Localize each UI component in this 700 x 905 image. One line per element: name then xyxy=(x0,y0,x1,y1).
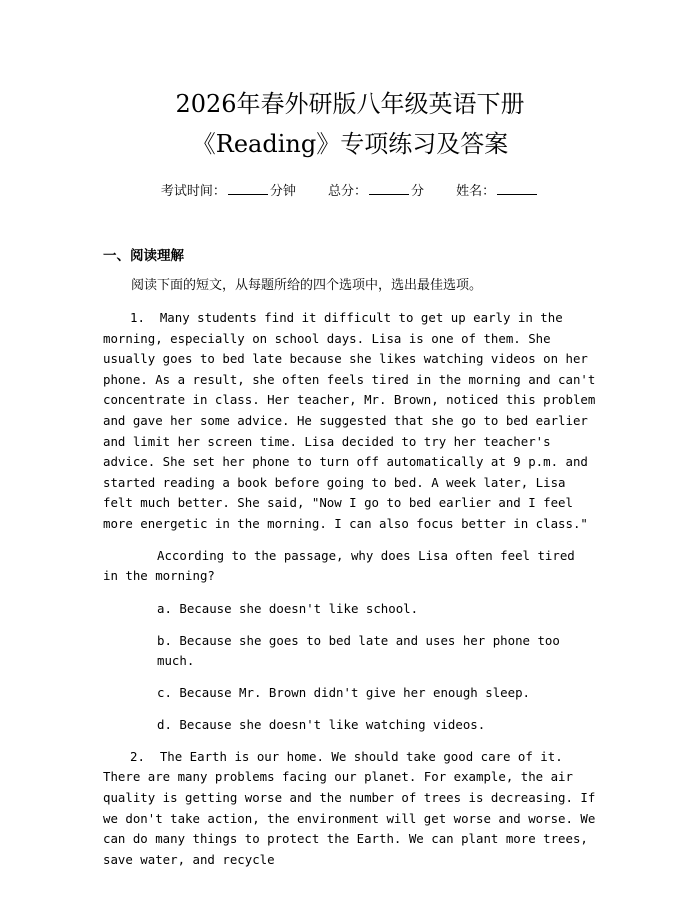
section-heading: 一、阅读理解 xyxy=(103,248,184,264)
passage-1-number: 1. xyxy=(130,310,145,325)
question-1-option-d: d. Because she doesn't like watching videos. xyxy=(157,716,486,732)
passage-2 xyxy=(103,747,597,871)
student-name-blank xyxy=(497,181,537,195)
document-title-line1: 2026年春外研版八年级英语下册 xyxy=(175,90,525,118)
passage-1-text: Many students find it difficult to get up early in the morning, especially on school days. Lisa is one of them. She usually goes to bed late because she likes watching videos on her phone. As a result, she often feels tired in the morning and can't concentrate in class. Her teacher, Mr. Brown, noticed this problem and gave her some advice. He suggested that she go to bed earlier and limit her screen time. Lisa decided to try her teacher's advice. She set her phone to turn off automatically at 9 p.m. and started reading a book before going to bed. A week later, Lisa felt much better. She said, "Now I go to bed earlier and I feel more energetic in the morning. I can also focus better in class." xyxy=(103,310,596,531)
section-instruction: 阅读下面的短文，从每题所给的四个选项中，选出最佳选项。 xyxy=(131,278,483,293)
passage-2-text: The Earth is our home. We should take good care of it. There are many problems facing our planet. For example, the air quality is getting worse and the number of trees is decreasing. If we don't take action, the environment will get worse and worse. We can do many things to protect the Earth. We can plant more trees, save water, and recycle xyxy=(103,748,596,867)
total-score-label: 总分： xyxy=(327,184,367,199)
total-score xyxy=(328,181,424,202)
exam-time-unit: 分钟 xyxy=(269,184,296,199)
question-1-option-c: c. Because Mr. Brown didn't give her enough sleep. xyxy=(157,684,530,700)
exam-time-blank xyxy=(228,181,268,195)
question-1: According to the passage, why does Lisa often feel tired in the morning? xyxy=(103,547,575,584)
total-score-unit: 分 xyxy=(411,184,425,199)
total-score-blank xyxy=(369,181,409,195)
passage-2-number: 2. xyxy=(130,748,145,764)
exam-time xyxy=(161,181,296,202)
exam-time-label: 考试时间： xyxy=(160,184,226,199)
question-1-option-a: a. Because she doesn't like school. xyxy=(157,600,419,616)
student-name xyxy=(456,181,539,202)
student-name-label: 姓名： xyxy=(456,184,496,199)
passage-1 xyxy=(103,308,597,535)
question-1-option-b: b. Because she goes to bed late and uses her phone too much. xyxy=(157,632,560,668)
document-title-line2: 《Reading》专项练习及答案 xyxy=(191,130,509,158)
exam-meta xyxy=(103,181,597,202)
